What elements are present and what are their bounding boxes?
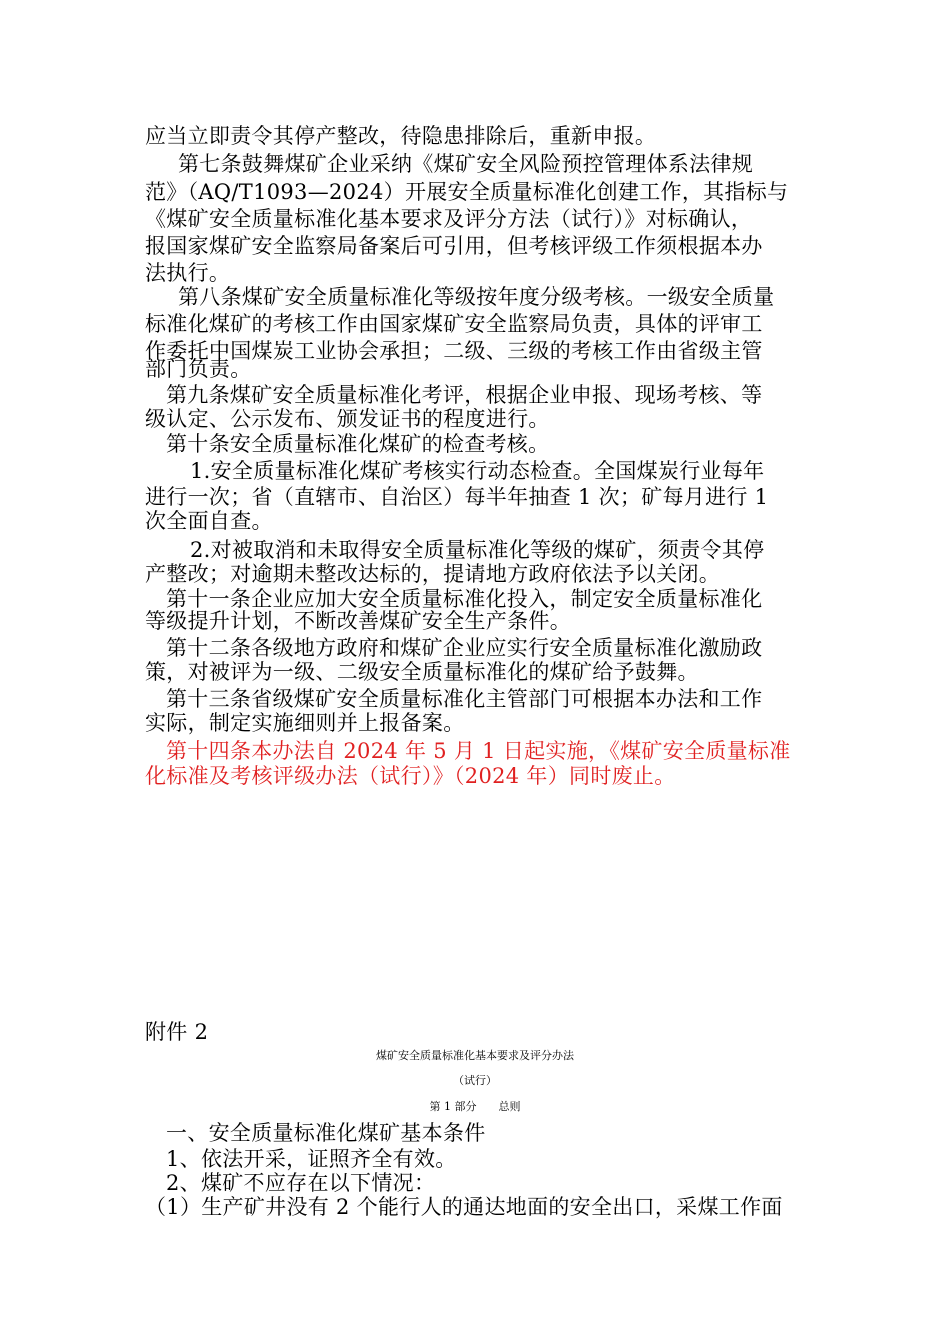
body-line: 产整改；对逾期未整改达标的，提请地方政府依法予以关闭。 [145, 562, 721, 586]
condition-2-line: 2、煤矿不应存在以下情况： [166, 1171, 436, 1195]
attachment-subtitle: （试行） [453, 1074, 497, 1087]
section-heading: 一、安全质量标准化煤矿基本条件 [166, 1121, 486, 1145]
article-11-line: 第十一条企业应加大安全质量标准化投入，制定安全质量标准化 [166, 587, 763, 611]
article-8-line: 第八条煤矿安全质量标准化等级按年度分级考核。一级安全质量 [178, 285, 775, 309]
body-line: 法执行。 [145, 261, 231, 285]
item-2-line: 2.对被取消和未取得安全质量标准化等级的煤矿，须责令其停 [190, 538, 765, 562]
body-line: 次全面自查。 [145, 509, 273, 533]
condition-1-line: 1、依法开采，证照齐全有效。 [166, 1147, 457, 1171]
article-14-continuation: 化标准及考核评级办法（试行）》（2024 年）同时废止。 [145, 764, 676, 788]
attachment-title: 煤矿安全质量标准化基本要求及评分办法 [376, 1049, 574, 1062]
article-12-line: 第十二条各级地方政府和煤矿企业应实行安全质量标准化激励政 [166, 636, 763, 660]
body-line: 范》（AQ/T1093—2024）开展安全质量标准化创建工作，其指标与 [145, 180, 789, 204]
condition-2-1-line: （1）生产矿井没有 2 个能行人的通达地面的安全出口，采煤工作面 [145, 1195, 783, 1219]
article-10-line: 第十条安全质量标准化煤矿的检查考核。 [166, 432, 550, 456]
body-line: 级认定、公示发布、颁发证书的程度进行。 [145, 407, 550, 431]
item-1-line: 1.安全质量标准化煤矿考核实行动态检查。全国煤炭行业每年 [190, 459, 765, 483]
body-line: 作委托中国煤炭工业协会承担；二级、三级的考核工作由省级主管 [145, 339, 763, 363]
body-line: 报国家煤矿安全监察局备案后可引用，但考核评级工作须根据本办 [145, 234, 763, 258]
attachment-label: 附件 2 [145, 1020, 209, 1044]
body-line: 实际，制定实施细则并上报备案。 [145, 711, 465, 735]
article-13-line: 第十三条省级煤矿安全质量标准化主管部门可根据本办法和工作 [166, 687, 763, 711]
body-line: 应当立即责令其停产整改，待隐患排除后，重新申报。 [145, 124, 657, 148]
body-line: 进行一次；省（直辖市、自治区）每半年抽查 1 次；矿每月进行 1 [145, 485, 769, 509]
body-line: 策，对被评为一级、二级安全质量标准化的煤矿给予鼓舞。 [145, 660, 699, 684]
article-14-line: 第十四条本办法自 2024 年 5 月 1 日起实施，《煤矿安全质量标准 [166, 739, 791, 763]
body-line: 《煤矿安全质量标准化基本要求及评分方法（试行）》对标确认， [145, 207, 753, 231]
article-9-line: 第九条煤矿安全质量标准化考评，根据企业申报、现场考核、等 [166, 383, 763, 407]
body-line: 等级提升计划，不断改善煤矿安全生产条件。 [145, 609, 571, 633]
part-heading: 第 1 部分 总则 [429, 1100, 521, 1113]
body-line: 标准化煤矿的考核工作由国家煤矿安全监察局负责，具体的评审工 [145, 312, 763, 336]
body-line: 部门负责。 [145, 357, 252, 381]
article-7-line: 第七条鼓舞煤矿企业采纳《煤矿安全风险预控管理体系法律规 [178, 152, 754, 176]
